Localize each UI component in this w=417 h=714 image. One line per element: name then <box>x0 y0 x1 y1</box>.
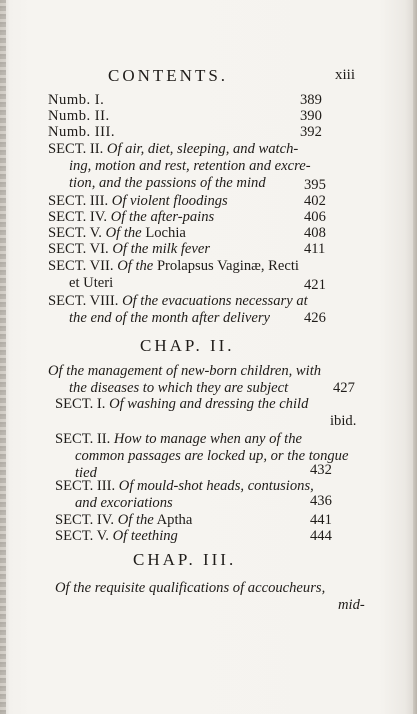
contents-entry-sect-5 <box>48 225 186 242</box>
sect-label: SECT. V. <box>55 528 109 544</box>
chapter-summary-text: Of the requisite qualifications of accoucheurs, <box>55 580 326 596</box>
page-number: xiii <box>335 67 356 83</box>
contents-page-sect-2: 395 <box>304 177 326 193</box>
contents-entry-sect-8-cont <box>69 310 270 327</box>
chapter-summary-3 <box>55 580 325 597</box>
sect-label: SECT. II. <box>48 141 104 157</box>
sect-title-roman: Aptha <box>156 512 193 528</box>
contents-entry-sect-7-cont: et Uteri <box>69 275 114 291</box>
sect-title-roman: Lochia <box>145 225 186 241</box>
contents-entry-chap2-sect-3-cont <box>75 495 173 512</box>
chapter-summary-text: the diseases to which they are subject <box>69 380 289 396</box>
contents-page-sect-5: 408 <box>304 225 326 241</box>
contents-entry-sect-7 <box>48 258 299 275</box>
sect-title: Of violent floodings <box>111 193 228 209</box>
chapter-summary-2 <box>48 363 321 380</box>
sect-title: Of the <box>105 225 142 241</box>
sect-label: SECT. III. <box>48 193 109 209</box>
sect-label: SECT. II. <box>55 431 111 447</box>
contents-entry-numb-1: Numb. I. <box>48 92 105 108</box>
sect-label: SECT. VI. <box>48 241 109 257</box>
contents-page-chap2-sect-2: 432 <box>310 462 332 478</box>
sect-title-cont: ing, motion and rest, retention and excre- <box>69 158 311 174</box>
running-title: CONTENTS. <box>108 66 229 85</box>
page-header <box>0 66 417 86</box>
contents-page-sect-7: 421 <box>304 277 326 293</box>
chapter-summary-text: Of the management of new-born children, with <box>48 363 322 379</box>
contents-page-numb-1: 389 <box>300 92 322 108</box>
contents-page-chap2-sect-3: 436 <box>310 493 332 509</box>
sect-title: How to manage when any of the <box>113 431 302 447</box>
sect-title: Of the <box>117 258 154 274</box>
contents-page-numb-3: 392 <box>300 124 322 140</box>
contents-entry-sect-8 <box>48 293 308 310</box>
sect-title: Of washing and dressing the child <box>109 396 309 412</box>
chapter-heading-2: CHAP. II. <box>140 336 235 355</box>
contents-page-numb-2: 390 <box>300 108 322 124</box>
chapter-heading-3: CHAP. III. <box>133 550 237 569</box>
contents-entry-chap2-sect-2 <box>55 431 302 448</box>
contents-entry-sect-2-cont <box>69 175 266 192</box>
page-edge <box>413 0 417 714</box>
sect-label: SECT. VIII. <box>48 293 119 309</box>
catchword <box>338 597 365 614</box>
page-gutter <box>0 0 6 714</box>
sect-title-cont: tion, and the passions of the mind <box>69 175 266 191</box>
sect-label: SECT. III. <box>55 478 116 494</box>
sect-title-roman: Prolapsus Vaginæ, Recti <box>156 258 299 274</box>
contents-entry-chap2-sect-4 <box>55 512 192 529</box>
sect-label: SECT. IV. <box>48 209 108 225</box>
contents-page-chap2-sect-4: 441 <box>310 512 332 528</box>
chapter-summary-2-cont <box>69 380 288 397</box>
sect-title-cont: the end of the month after delivery <box>69 310 271 326</box>
sect-label: SECT. VII. <box>48 258 114 274</box>
catchword-text: mid- <box>338 597 365 613</box>
sect-title-cont: common passages are locked up, or the tongue <box>75 448 349 464</box>
contents-entry-chap2-sect-1 <box>55 396 308 413</box>
contents-page-sect-8: 426 <box>304 310 326 326</box>
sect-title-cont: tied <box>75 465 97 481</box>
contents-entry-chap2-sect-3 <box>55 478 314 495</box>
contents-page-chap-2: 427 <box>333 380 355 396</box>
sect-title: Of the <box>117 512 154 528</box>
sect-title: Of mould-shot heads, contusions, <box>118 478 314 494</box>
contents-entry-numb-2: Numb. II. <box>48 108 110 124</box>
contents-entry-chap2-sect-5 <box>55 528 178 545</box>
contents-entry-numb-3: Numb. III. <box>48 124 116 140</box>
contents-entry-sect-4 <box>48 209 214 226</box>
contents-entry-sect-2 <box>48 141 298 158</box>
contents-entry-sect-6 <box>48 241 210 258</box>
contents-entry-chap2-sect-2-cont <box>75 448 348 465</box>
contents-page-sect-4: 406 <box>304 209 326 225</box>
sect-title: Of teething <box>112 528 178 544</box>
sect-title: Of the evacuations necessary at <box>122 293 308 309</box>
sect-title: Of air, diet, sleeping, and watch- <box>106 141 299 157</box>
sect-label: SECT. I. <box>55 396 106 412</box>
contents-page-chap2-sect-5: 444 <box>310 528 332 544</box>
sect-title: Of the milk fever <box>112 241 211 257</box>
contents-page-sect-3: 402 <box>304 193 326 209</box>
contents-page-chap2-sect-1: ibid. <box>330 413 357 429</box>
contents-entry-sect-2-cont <box>69 158 311 175</box>
sect-title: Of the after-pains <box>110 209 215 225</box>
sect-label: SECT. V. <box>48 225 102 241</box>
sect-title-cont: and excoriations <box>75 495 173 511</box>
contents-entry-sect-3 <box>48 193 228 210</box>
sect-label: SECT. IV. <box>55 512 115 528</box>
contents-page-sect-6: 411 <box>304 241 326 257</box>
